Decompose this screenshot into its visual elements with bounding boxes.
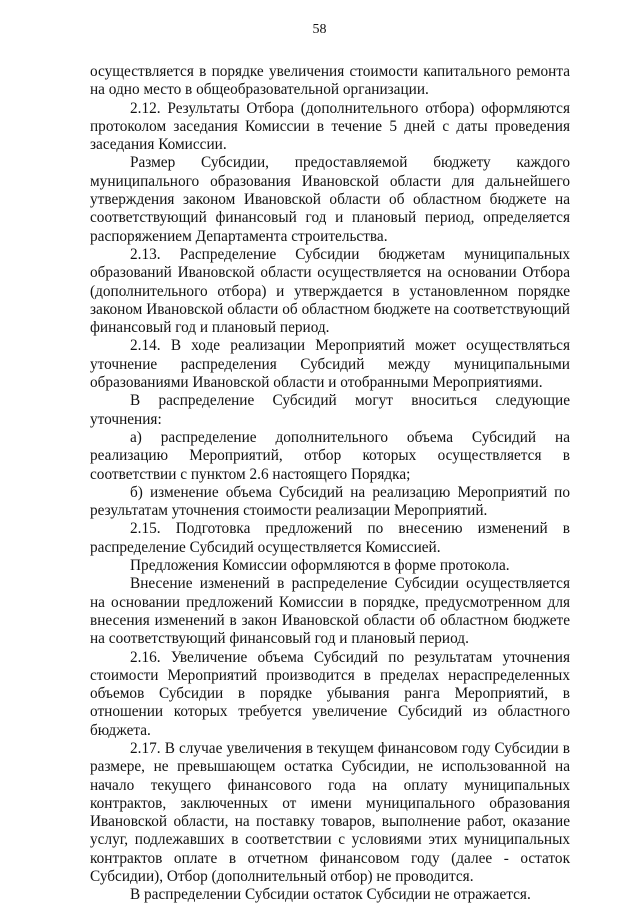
paragraph-2-12: 2.12. Результаты Отбора (дополнительного отбора) оформляются протоколом заседания Комиссии в течение 5 дней с даты проведения заседания Комиссии.: [90, 99, 570, 154]
paragraph-clarifications-intro: В распределение Субсидий могут вноситься следующие уточнения:: [90, 392, 570, 428]
paragraph-2-14: 2.14. В ходе реализации Мероприятий может осуществляться уточнение распределения Субсидий между муниципальными образованиями Ивановской области и отобранными Мероприятиями.: [90, 337, 570, 392]
paragraph-2-17: 2.17. В случае увеличения в текущем финансовом году Субсидии в размере, не превышающем остатка Субсидии, не использованной на начало текущего финансового года на оплату муниципальных контрактов, заключенных от имени муниципального образования Ивановской области, на поставку товаров, выполнение работ, оказание услуг, подлежавших в соответствии с условиями этих муниципальных контрактов оплате в отчетном финансовом году (далее - остаток Субсидии), Отбор (дополнительный отбор) не проводится.: [90, 739, 570, 886]
paragraph-amendments: Внесение изменений в распределение Субсидии осуществляется на основании предложений Комиссии в порядке, предусмотренном для внесения изменений в закон Ивановской области об областном бюджете на соответствующий финансовый год и плановый период.: [90, 575, 570, 648]
document-body: [90, 63, 570, 905]
paragraph-2-13: 2.13. Распределение Субсидии бюджетам муниципальных образований Ивановской области осуществляется на основании Отбора (дополнительного отбора) и утверждается в установленном порядке законом Ивановской области об областном бюджете на соответствующий финансовый год и плановый период.: [90, 245, 570, 337]
paragraph-remainder-note: В распределении Субсидии остаток Субсидии не отражается.: [130, 886, 531, 904]
paragraph-commission-proposals: Предложения Комиссии оформляются в форме протокола.: [130, 557, 510, 575]
paragraph-subsidy-size: Размер Субсидии, предоставляемой бюджету каждого муниципального образования Ивановской области для дальнейшего утверждения законом Ивановской области об областном бюджете на соответствующий финансовый год и плановый период, определяется распоряжением Департамента строительства.: [90, 154, 570, 245]
paragraph-2-16: 2.16. Увеличение объема Субсидий по результатам уточнения стоимости Мероприятий производится в пределах нераспределенных объемов Субсидии в порядке убывания ранга Мероприятий, в отношении которых требуется увеличение Субсидий из областного бюджета.: [90, 648, 570, 739]
paragraph-clarification-a: а) распределение дополнительного объема Субсидий на реализацию Мероприятий, отбор которых осуществляется в соответствии с пунктом 2.6 настоящего Порядка;: [90, 428, 570, 483]
paragraph-2-15: 2.15. Подготовка предложений по внесению изменений в распределение Субсидий осуществляется Комиссией.: [90, 520, 570, 556]
paragraph-continuation: осуществляется в порядке увеличения стоимости капитального ремонта на одно место в общеобразовательной организации.: [90, 63, 570, 99]
page-number: 58: [312, 22, 327, 37]
paragraph-clarification-b: б) изменение объема Субсидий на реализацию Мероприятий по результатам уточнения стоимости реализации Мероприятий.: [90, 483, 570, 520]
